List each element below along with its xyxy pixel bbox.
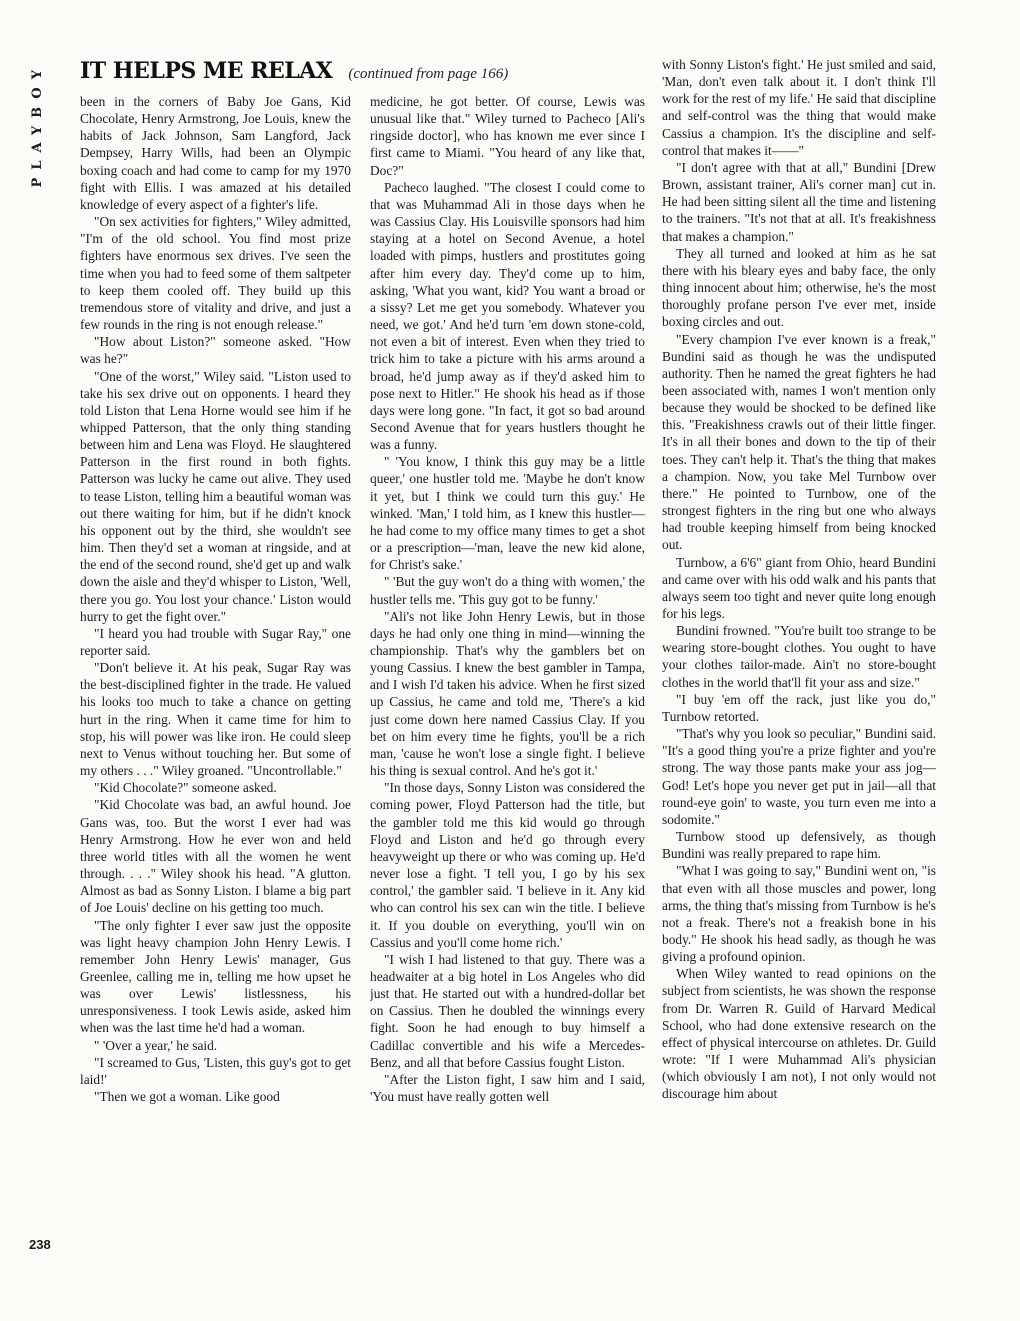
paragraph: "On sex activities for fighters," Wiley admitted, "I'm of the old school. You find most prize fighters have enormous sex drives. I've seen the time when you had to feed some of them saltpeter to keep them cooled off. They build up this tremendous store of vitality and drive, and just a few rounds in the ring is not enough release." — [80, 214, 351, 333]
paragraph: "Ali's not like John Henry Lewis, but in those days he had only one thing in mind—winning the championship. That's why the gamblers bet on young Cassius. I knew the best gambler in Tampa, and I wish I'd taken his advice. When he first sized up Cassius, he came and told me, 'There's a kid just come down here named Cassius Clay. If you bet on him every time he fights, you'll be a rich man, 'cause he won't lose a single fight. I believe his thing is sexual control. And he's got it.' — [370, 608, 645, 779]
magazine-name-vertical: PLAYBOY — [30, 62, 45, 188]
paragraph: with Sonny Liston's fight.' He just smiled and said, 'Man, don't even talk about it. I don't think I'll work for the rest of my life.' He said that discipline and self-control was the thing that would make Cassius a champion. It's the discipline and self-control that makes it——" — [662, 57, 936, 158]
paragraph: "How about Liston?" someone asked. "How was he?" — [80, 334, 351, 367]
text-column-3 — [662, 56, 936, 1321]
paragraph: "That's why you look so peculiar," Bundini said. "It's a good thing you're a prize fighter and you're strong. The way those pants make your ass jog—God! Let's hope you never get put in jail—all that round-eye goin' to waste, you turn even me into a sodomite." — [662, 726, 936, 827]
paragraph: " 'Over a year,' he said. — [94, 1037, 218, 1053]
paragraph: "Kid Chocolate was bad, an awful hound. Joe Gans was, too. But the worst I ever had was Henry Armstrong. How he ever won and held three world titles with all the women he went through. . . ." Wiley shook his head. "A glutton. Almost as bad as Sonny Liston. I blame a big part of Joe Louis' decline on his getting too much. — [80, 797, 351, 916]
paragraph: "I screamed to Gus, 'Listen, this guy's got to get laid!' — [80, 1054, 351, 1087]
paragraph: medicine, he got better. Of course, Lewis was unusual like that." Wiley turned to Pacheco [Ali's ringside doctor], who has known me ever since I first came to Miami. "You heard of any like that, Doc?" — [370, 94, 645, 178]
paragraph: "Then we got a woman. Like good — [94, 1089, 280, 1105]
paragraph: "One of the worst," Wiley said. "Liston used to take his sex drive out on opponents. I heard they told Liston that Lena Horne would see him if he whipped Patterson, that the only thing standing between him and Lena was Floyd. He slaughtered Patterson in the first round in both fights. Patterson was lucky he came out alive. They used to tease Liston, telling him a beautiful woman was out there waiting for him, but if he didn't knock his opponent out by the third, she wouldn't see him. Then they'd set a woman at ringside, and at the end of the second round, she'd get up and walk down the aisle and they'd whisper to Liston, 'Well, there you go. You lost your chance.' Liston would hurry to get the fight over." — [80, 368, 351, 624]
continued-note: (continued from page 166) — [348, 66, 509, 82]
paragraph: "Don't believe it. At his peak, Sugar Ray was the best-disciplined fighter in the trade. He valued his looks too much to take a chance on getting hurt in the ring. When it came time for him to stop, his will power was like iron. He could sleep next to Venus without touching her. But some of my others . . ." Wiley groaned. "Uncontrollable." — [80, 660, 351, 779]
text-column-2 — [370, 93, 645, 1321]
paragraph: " 'But the guy won't do a thing with women,' the hustler tells me. 'This guy got to be funny.' — [370, 574, 645, 607]
article-header — [80, 58, 640, 90]
paragraph: " 'You know, I think this guy may be a little queer,' one hustler told me. 'Maybe he don't know it yet, but I think we could turn this guy.' He winked. 'Man,' I told him, as I knew this hustler—he had come to my office many times to get a shot or a prescription—'man, leave the new kid alone, for Christ's sake.' — [370, 454, 645, 573]
paragraph: "What I was going to say," Bundini went on, "is that even with all those muscles and power, long arms, the thing that's missing from Turnbow is he's not a freak. There's not a freakish bone in his body." He shook his head sadly, as though he was giving a profound opinion. — [662, 863, 936, 965]
paragraph: "In those days, Sonny Liston was considered the coming power, Floyd Patterson had the title, but the gambler told me this kid would go through Floyd and Liston and he'd go through every heavyweight up there or who was coming up. He'd never lose a fight. 'I tell you, I go by his sex control,' the gambler said. 'I believe in it. Any kid who can control his sex can win the title. I believe it. If you double on everything, you'll win on Cassius and you'll come home rich.' — [370, 780, 645, 950]
paragraph: "I don't agree with that at all," Bundini [Drew Brown, assistant trainer, Ali's corner man] cut in. He had been sitting silent all the time and listening to the trainers. "It's not that at all. It's freakishness that makes a champion." — [662, 159, 936, 244]
paragraph: Turnbow stood up defensively, as though Bundini was really prepared to rape him. — [662, 829, 936, 862]
text-column-1 — [80, 93, 351, 1321]
paragraph: "I buy 'em off the rack, just like you do," Turnbow retorted. — [662, 691, 936, 724]
page-number: 238 — [29, 1237, 51, 1252]
paragraph: When Wiley wanted to read opinions on the subject from scientists, he was shown the response from Dr. Warren R. Guild of Harvard Medical School, who had done extensive research on the effect of physical intercourse on athletes. Dr. Guild wrote: "If I were Muhammad Ali's physician (which obviously I am not), I not only would not discourage him about — [662, 966, 936, 1102]
paragraph: Bundini frowned. "You're built too strange to be wearing store-bought clothes. You ought to have your clothes tailor-made. Ain't no store-bought clothes in the world that'll fit your ass and size." — [662, 623, 936, 690]
paragraph: "The only fighter I ever saw just the opposite was light heavy champion John Henry Lewis. I remember John Henry Lewis' manager, Gus Greenlee, calling me in, telling me how upset he was over Lewis' listlessness, his unresponsiveness. I took Lewis aside, asked him when was the last time he'd had a woman. — [80, 917, 351, 1036]
paragraph: "I heard you had trouble with Sugar Ray," one reporter said. — [80, 625, 351, 658]
paragraph: "Kid Chocolate?" someone asked. — [94, 780, 277, 796]
paragraph: They all turned and looked at him as he sat there with his bleary eyes and baby face, the only thing innocent about him; otherwise, he's the most thoroughly profane person I've ever met, inside boxing circles and out. — [662, 245, 936, 330]
paragraph: "Every champion I've ever known is a freak," Bundini said as though he was the undisputed authority. Then he named the great fighters he had been associated with, names I won't mention only because they would be shocked to be defined like this. "Freakishness crawls out of their little finger. It's in all their bones and down to the tip of their toes. They can't help it. That's the thing that makes a champion. Now, you take Mel Turnbow over there." He pointed to Turnbow, one of the strongest fighters in the ring but one who always had trouble keeping himself from being knocked out. — [662, 331, 936, 553]
paragraph: Pacheco laughed. "The closest I could come to that was Muhammad Ali in those days when he was Cassius Clay. His Louisville sponsors had him staying at a hotel on Second Avenue, a hotel loaded with pimps, hustlers and prostitutes going after him every day. They'd come up to him, asking, 'What you want, kid? You want a broad or a sissy? Let me get you somebody. Whatever you need, we got.' And he'd turn 'em down stone-cold, not even a bit of interest. Even when they tried to trick him to take a picture with his arms around a broad, he'd jump away as if they'd asked him to pose next to Hitler." He shook his head as if those days were long gone. "In fact, it got so bad around Second Avenue that for years hustlers thought he was a funny. — [370, 179, 645, 453]
paragraph: been in the corners of Baby Joe Gans, Kid Chocolate, Henry Armstrong, Joe Louis, knew the habits of Jack Johnson, Sam Langford, Jack Dempsey, Harry Wills, had been an Olympic boxing coach and had come to camp for my 1970 fight with Ellis. I was amazed at his detailed knowledge of every aspect of a fighter's life. — [80, 94, 351, 212]
article-title: IT HELPS ME RELAX — [80, 58, 333, 84]
paragraph: "I wish I had listened to that guy. There was a headwaiter at a big hotel in Los Angeles who did just that. He started out with a hundred-dollar bet on Cassius. Then he doubled the winnings every fight. Soon he had enough to buy himself a Cadillac convertible and his wife a Mercedes-Benz, and all that before Cassius fought Liston. — [370, 951, 645, 1070]
paragraph: "After the Liston fight, I saw him and I said, 'You must have really gotten well — [370, 1071, 645, 1105]
paragraph: Turnbow, a 6'6" giant from Ohio, heard Bundini and came over with his odd walk and his pants that always seem too tight and never quite long enough for his legs. — [662, 554, 936, 621]
